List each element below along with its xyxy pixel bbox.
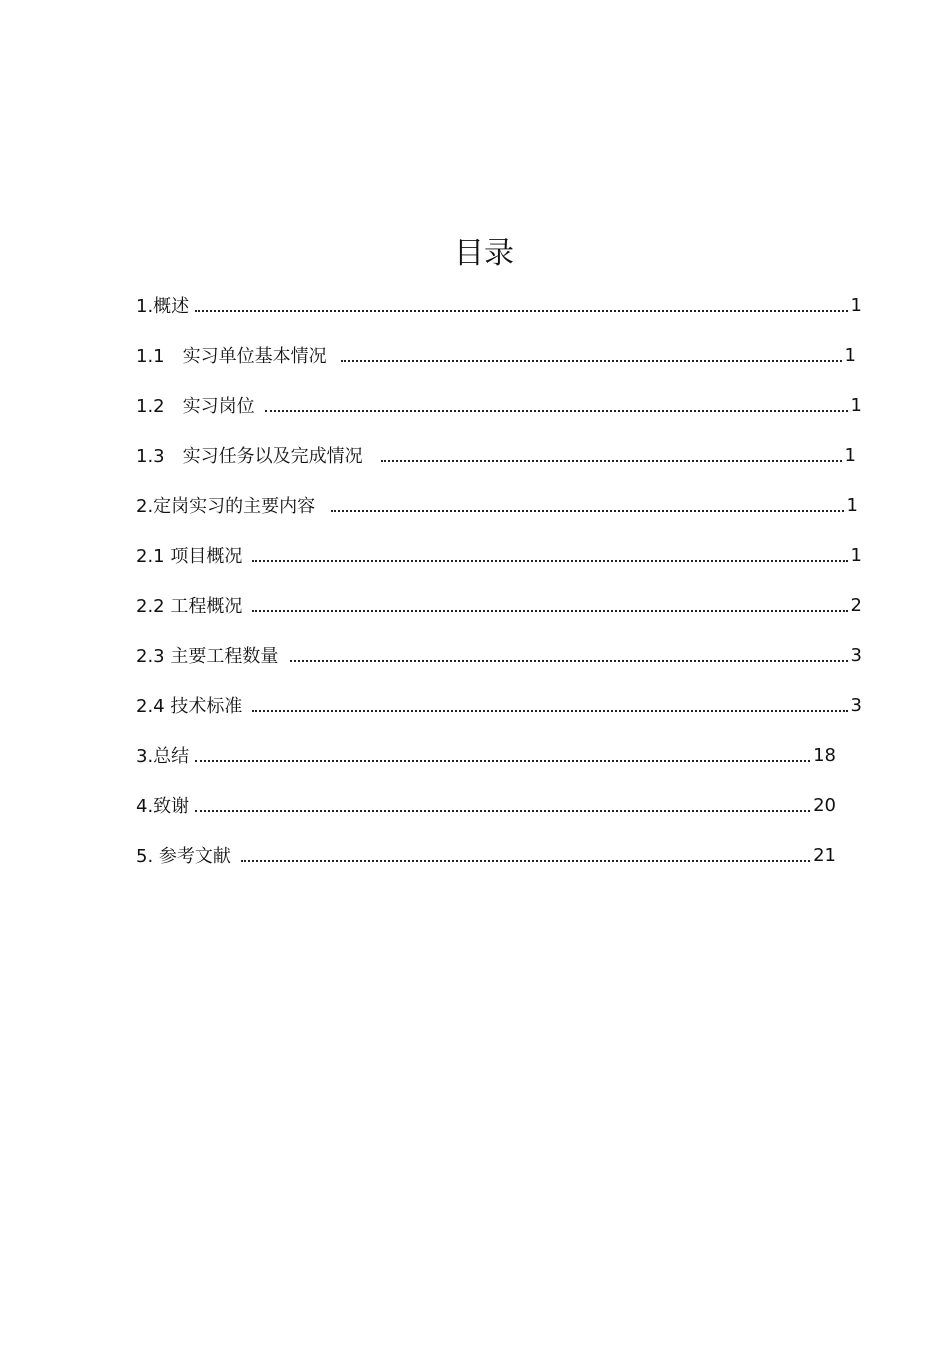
toc-leader-dots [241,846,810,864]
toc-entry[interactable] [136,380,862,430]
toc-entry-label: 2.1 项目概况 [136,546,243,567]
toc-entry-label: 5. 参考文献 [136,846,231,867]
toc-entry-label: 3.总结 [136,746,190,767]
toc-entry-label: 1.1 实习单位基本情况 [136,346,327,367]
toc-entry-page: 3 [850,694,862,716]
toc-entry-page: 1 [850,544,862,566]
toc-entry-page: 20 [813,794,836,816]
toc-title: 目录 [454,236,514,271]
toc-leader-dots [290,646,847,664]
toc-entry-label: 1.3 实习任务以及完成情况 [136,446,363,467]
toc-leader-dots [252,696,847,714]
toc-leader-dots [265,396,848,414]
toc-entry-label: 2.3 主要工程数量 [136,646,279,667]
toc-leader-dots [195,796,810,814]
toc-entry-label: 2.2 工程概况 [136,596,243,617]
toc-leader-dots [341,346,842,364]
toc-entry[interactable] [136,830,836,880]
toc-entry[interactable] [136,480,858,530]
toc-leader-dots [195,746,810,764]
toc-entry[interactable] [136,580,862,630]
toc-leader-dots [252,596,847,614]
toc-entry[interactable] [136,530,862,580]
toc-entry-page: 1 [844,444,856,466]
toc-entry[interactable] [136,330,856,380]
toc-leader-dots [252,546,847,564]
toc-entry-page: 1 [850,394,862,416]
toc-entry[interactable] [136,680,862,730]
toc-entry-page: 1 [846,494,858,516]
toc-leader-dots [381,446,842,464]
toc-entry[interactable] [136,730,836,780]
toc-entry-label: 4.致谢 [136,796,190,817]
toc-entry-page: 1 [850,294,862,316]
toc-entry[interactable] [136,630,862,680]
toc-leader-dots [331,496,843,514]
toc-entry-label: 2.4 技术标准 [136,696,243,717]
toc-entry[interactable] [136,430,856,480]
toc-entry-page: 18 [813,744,836,766]
toc-entry-label: 1.2 实习岗位 [136,396,255,417]
toc-entry-page: 3 [850,644,862,666]
toc-leader-dots [195,296,847,314]
toc-entry-page: 1 [844,344,856,366]
toc-entry-page: 21 [813,844,836,866]
toc-entry-label: 2.定岗实习的主要内容 [136,496,316,517]
toc-entry-page: 2 [850,594,862,616]
toc-entry[interactable] [136,780,836,830]
toc-entry[interactable] [136,280,862,330]
toc-entry-label: 1.概述 [136,296,190,317]
